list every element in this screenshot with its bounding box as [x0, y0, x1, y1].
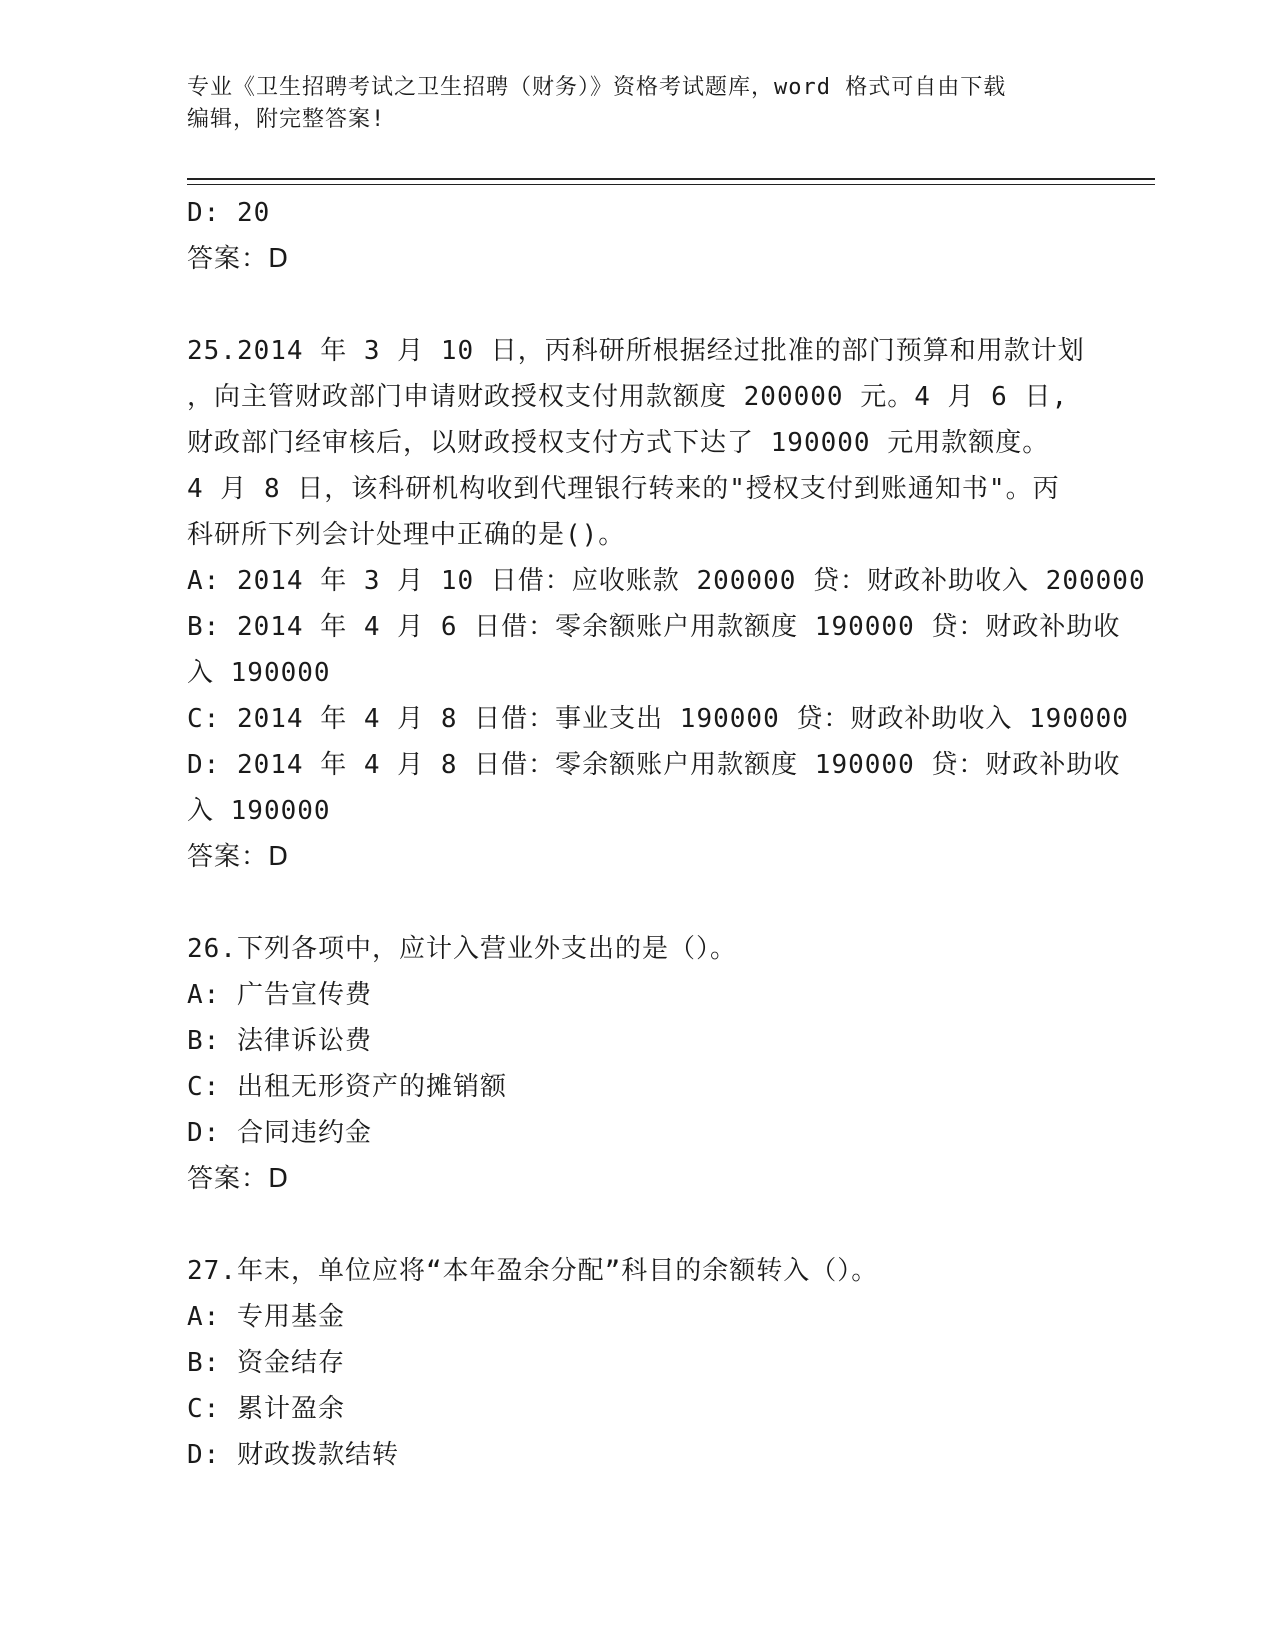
q26-option-d: D: 合同违约金 — [187, 1118, 372, 1148]
q27-text: 27.年末，单位应将“本年盈余分配”科目的余额转入（）。 — [187, 1256, 879, 1286]
spacer — [187, 1202, 1087, 1248]
q27-option-d: D: 财政拨款结转 — [187, 1440, 399, 1470]
q25-text-line-2: ，向主管财政部门申请财政授权支付用款额度 200000 元。4 月 6 日, — [187, 382, 1069, 412]
spacer — [187, 880, 1087, 926]
q26-text: 26.下列各项中，应计入营业外支出的是（）。 — [187, 934, 737, 964]
prev-answer: 答案：D — [187, 244, 290, 274]
q25-option-c: C: 2014 年 4 月 8 日借：事业支出 190000 贷：财政补助收入 190000 — [187, 704, 1129, 734]
spacer — [187, 282, 1087, 328]
q25-text-line-3: 财政部门经审核后，以财政授权支付方式下达了 190000 元用款额度。 — [187, 428, 1050, 458]
question-27 — [187, 1248, 1087, 1478]
q25-option-a: A: 2014 年 3 月 10 日借：应收账款 200000 贷：财政补助收入 200000 — [187, 566, 1146, 596]
header-divider-thick — [187, 178, 1155, 180]
q26-option-c: C: 出租无形资产的摊销额 — [187, 1072, 507, 1102]
document-body — [187, 190, 1146, 1478]
q25-option-b-line-1: B: 2014 年 4 月 6 日借：零余额账户用款额度 190000 贷：财政补助收 — [187, 612, 1121, 642]
question-25 — [187, 328, 1146, 880]
header-line-1: 专业《卫生招聘考试之卫生招聘（财务）》资格考试题库，word 格式可自由下载 — [187, 75, 1007, 100]
q25-text-line-5: 科研所下列会计处理中正确的是()。 — [187, 520, 626, 550]
q25-text-line-4: 4 月 8 日，该科研机构收到代理银行转来的"授权支付到账通知书"。丙 — [187, 474, 1060, 504]
q26-option-a: A: 广告宣传费 — [187, 980, 372, 1010]
question-26 — [187, 926, 1087, 1202]
q25-text-line-1: 25.2014 年 3 月 10 日，丙科研所根据经过批准的部门预算和用款计划 — [187, 336, 1085, 366]
document-header — [187, 72, 1087, 136]
q27-option-b: B: 资金结存 — [187, 1348, 345, 1378]
q26-option-b: B: 法律诉讼费 — [187, 1026, 372, 1056]
q25-option-d-line-1: D: 2014 年 4 月 8 日借：零余额账户用款额度 190000 贷：财政补助收 — [187, 750, 1121, 780]
header-line-2: 编辑，附完整答案! — [187, 107, 386, 132]
q26-answer: 答案：D — [187, 1164, 290, 1194]
q25-option-b-line-2: 入 190000 — [187, 658, 331, 688]
q27-option-a: A: 专用基金 — [187, 1302, 345, 1332]
header-divider-thin — [187, 184, 1155, 185]
prev-option-d: D: 20 — [187, 198, 271, 228]
q25-answer: 答案：D — [187, 842, 290, 872]
q25-option-d-line-2: 入 190000 — [187, 796, 331, 826]
q27-option-c: C: 累计盈余 — [187, 1394, 345, 1424]
